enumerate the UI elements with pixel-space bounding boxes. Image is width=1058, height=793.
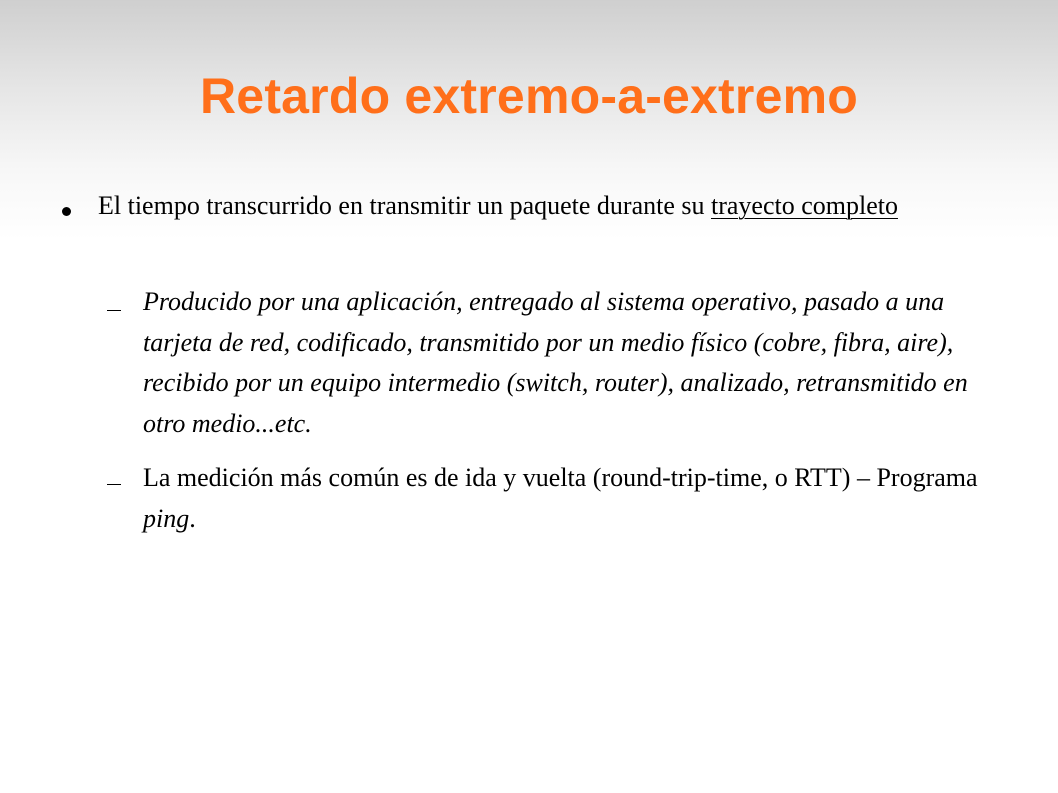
bullet-dot-icon bbox=[62, 207, 71, 216]
main-bullet-text-start: El tiempo transcurrido en transmitir un paquete durante su bbox=[98, 191, 711, 220]
dash-bullet-icon bbox=[107, 310, 121, 311]
main-bullet-underlined: trayecto completo bbox=[711, 191, 898, 220]
sub-bullet-2-text-end: . bbox=[189, 503, 196, 533]
dash-bullet-icon bbox=[107, 484, 121, 485]
sub-bullet-1-text: Producido por una aplicación, entregado al sistema operativo, pasado a una tarjeta de red, codificado, transmitido por un medio físico (cobre, fibra, aire), recibido por un equipo intermedio (switch, router), analizado, retransmitido en otro medio...etc. bbox=[143, 287, 968, 438]
sub-bullet-2-italic: ping bbox=[143, 503, 190, 533]
sub-bullet-2-text bbox=[143, 458, 1003, 539]
slide-title: Retardo extremo-a-extremo bbox=[200, 68, 858, 124]
main-bullet-text bbox=[98, 188, 978, 224]
sub-bullet-2-text-start: La medición más común es de ida y vuelta (round-trip-time, o RTT) – Programa bbox=[143, 463, 978, 492]
